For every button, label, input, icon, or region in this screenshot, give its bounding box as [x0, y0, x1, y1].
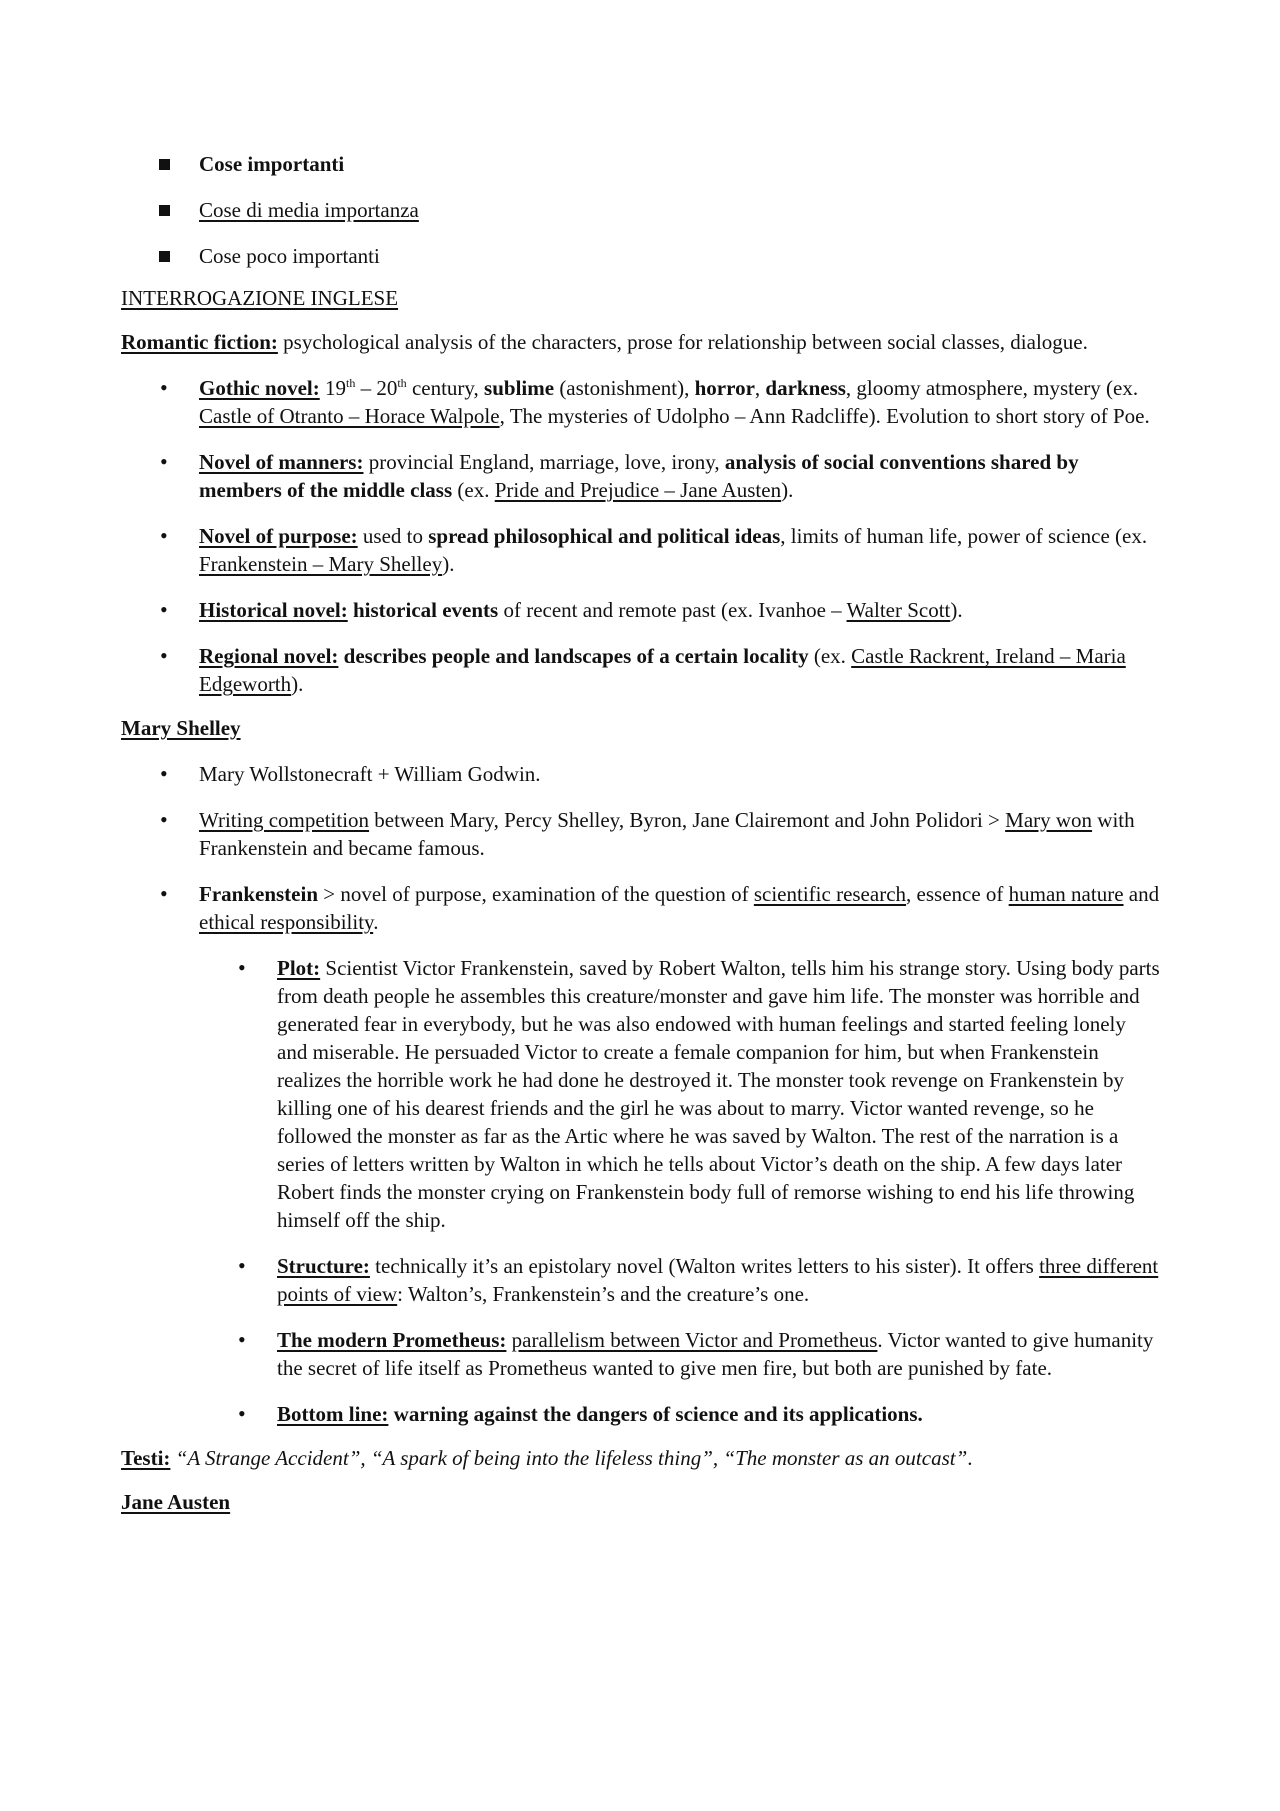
purpose-label: Novel of purpose:: [199, 524, 358, 548]
superscript: th: [346, 376, 356, 390]
text-span: (ex.: [808, 644, 852, 668]
text-span: ).: [950, 598, 963, 622]
underlined-text: three different points of view: [277, 1254, 1159, 1306]
list-item-novel-of-purpose: [121, 522, 1161, 578]
underlined-text: parallelism between Victor and Prometheus: [511, 1328, 878, 1352]
superscript: th: [397, 376, 407, 390]
jane-austen-heading: [121, 1488, 1161, 1516]
bold-text: spread philosophical and political ideas: [428, 524, 781, 548]
plot-label: Plot:: [277, 956, 321, 980]
text-span: provincial England, marriage, love, irony,: [363, 450, 725, 474]
title-text: INTERROGAZIONE INGLESE: [121, 286, 399, 310]
text-span: (astonishment),: [554, 376, 695, 400]
text-span: > novel of purpose, examination of the question of: [318, 882, 754, 906]
document-title: [121, 284, 1161, 312]
underlined-text: Walter Scott: [846, 598, 951, 622]
list-item-gothic-novel: [121, 374, 1161, 430]
text-span: – 20: [355, 376, 398, 400]
frankenstein-details-list: [121, 954, 1161, 1428]
testi-paragraph: [121, 1444, 1161, 1472]
text-span: .: [967, 1446, 973, 1470]
list-item-bottom-line: [121, 1400, 1161, 1428]
legend-low-label: Cose poco importanti: [199, 244, 380, 268]
mary-shelley-list: [121, 760, 1161, 936]
text-span: ,: [754, 376, 766, 400]
legend-item-important: [159, 150, 1161, 178]
mary-shelley-heading-text: Mary Shelley: [121, 716, 241, 740]
bold-text: horror: [694, 376, 755, 400]
text-span: (ex.: [452, 478, 495, 502]
romantic-fiction-paragraph: [121, 328, 1161, 356]
list-item-modern-prometheus: [121, 1326, 1161, 1382]
novel-types-list: [121, 374, 1161, 698]
bold-text: Frankenstein: [199, 882, 319, 906]
jane-austen-heading-text: Jane Austen: [121, 1490, 231, 1514]
romantic-fiction-text: psychological analysis of the characters, prose for relationship between social classes, dialogue.: [277, 330, 1088, 354]
list-item-plot: [121, 954, 1161, 1234]
square-bullet-icon: [159, 159, 170, 170]
underlined-text: Castle Rackrent, Ireland – Maria Edgeworth: [199, 644, 1126, 696]
underlined-text: Pride and Prejudice – Jane Austen: [494, 478, 782, 502]
bold-text: historical events: [352, 598, 499, 622]
bold-text: analysis of social conventions shared by members of the middle class: [199, 450, 1079, 502]
legend-item-medium: [159, 196, 1161, 224]
text-span: and: [1123, 882, 1160, 906]
text-span: , The mysteries of Udolpho – Ann Radcliffe). Evolution to short story of Poe.: [499, 404, 1150, 428]
structure-label: Structure:: [277, 1254, 370, 1278]
text-span: , gloomy atmosphere, mystery (ex.: [845, 376, 1139, 400]
manners-label: Novel of manners:: [199, 450, 364, 474]
bold-text: describes people and landscapes of a certain locality: [343, 644, 809, 668]
text-span: : Walton’s, Frankenstein’s and the creature’s one.: [397, 1282, 810, 1306]
list-item-writing-competition: [121, 806, 1161, 862]
list-item-novel-of-manners: [121, 448, 1161, 504]
bold-text: sublime: [484, 376, 555, 400]
text-span: . Victor wanted to give humanity the secret of life itself as Prometheus wanted to give men fire, but both are punished by fate.: [277, 1328, 1154, 1380]
underlined-text: human nature: [1008, 882, 1124, 906]
list-item-parents: [121, 760, 1161, 788]
underlined-text: Castle of Otranto – Horace Walpole: [199, 404, 500, 428]
text-span: , limits of human life, power of science (ex.: [780, 524, 1148, 548]
document-body: [121, 150, 1161, 1516]
list-item-frankenstein: [121, 880, 1161, 936]
legend-medium-label: Cose di media importanza: [199, 198, 419, 222]
text-span: 19: [319, 376, 346, 400]
testi-label: Testi:: [121, 1446, 171, 1470]
bold-text: warning against the dangers of science and its applications.: [393, 1402, 923, 1426]
bold-text: darkness: [765, 376, 846, 400]
legend-important-label: Cose importanti: [199, 152, 345, 176]
text-span: , essence of: [906, 882, 1009, 906]
text-span: Mary Wollstonecraft + William Godwin.: [199, 762, 541, 786]
text-span: century,: [406, 376, 485, 400]
regional-label: Regional novel:: [199, 644, 339, 668]
italic-text: “A Strange Accident”, “A spark of being into the lifeless thing”, “The monster as an outcast”: [175, 1446, 968, 1470]
underlined-text: scientific research: [753, 882, 907, 906]
text-span: of recent and remote past (ex. Ivanhoe –: [498, 598, 847, 622]
prometheus-label: The modern Prometheus:: [277, 1328, 507, 1352]
historical-label: Historical novel:: [199, 598, 348, 622]
square-bullet-icon: [159, 205, 170, 216]
text-span: ).: [442, 552, 455, 576]
legend-item-low: [159, 242, 1161, 270]
gothic-label: Gothic novel:: [199, 376, 320, 400]
text-span: technically it’s an epistolary novel (Walton writes letters to his sister). It offers: [369, 1254, 1040, 1278]
text-span: .: [373, 910, 379, 934]
text-span: Scientist Victor Frankenstein, saved by Robert Walton, tells him his strange story. Using body parts from death people he assembles this creature/monster and gave him life. The monster was horrible and generated fear in everybody, but he was also endowed with human feelings and started feeling lonely and miserable. He persuaded Victor to create a female companion for him, but when Frankenstein realizes the horrible work he had done he destroyed it. The monster took revenge on Frankenstein by killing one of his dearest friends and the girl he was about to marry. Victor wanted revenge, so he followed the monster as far as the Artic where he was saved by Walton. The rest of the narration is a series of letters written by Walton in which he tells about Victor’s death on the ship. A few days later Robert finds the monster crying on Frankenstein body full of remorse wishing to end his life throwing himself off the ship.: [277, 956, 1160, 1232]
underlined-text: Mary won: [1005, 808, 1093, 832]
list-item-regional-novel: [121, 642, 1161, 698]
romantic-fiction-label: Romantic fiction:: [121, 330, 278, 354]
underlined-text: Frankenstein – Mary Shelley: [199, 552, 443, 576]
text-span: ).: [291, 672, 304, 696]
text-span: ).: [781, 478, 794, 502]
bottom-line-label: Bottom line:: [277, 1402, 389, 1426]
text-span: between Mary, Percy Shelley, Byron, Jane Clairemont and John Polidori >: [369, 808, 1006, 832]
text-span: used to: [357, 524, 429, 548]
square-bullet-icon: [159, 251, 170, 262]
importance-legend: [121, 150, 1161, 270]
list-item-historical-novel: [121, 596, 1161, 624]
text-span: with Frankenstein and became famous.: [199, 808, 1135, 860]
mary-shelley-heading: [121, 714, 1161, 742]
underlined-text: Writing competition: [199, 808, 370, 832]
underlined-text: ethical responsibility: [199, 910, 374, 934]
list-item-structure: [121, 1252, 1161, 1308]
